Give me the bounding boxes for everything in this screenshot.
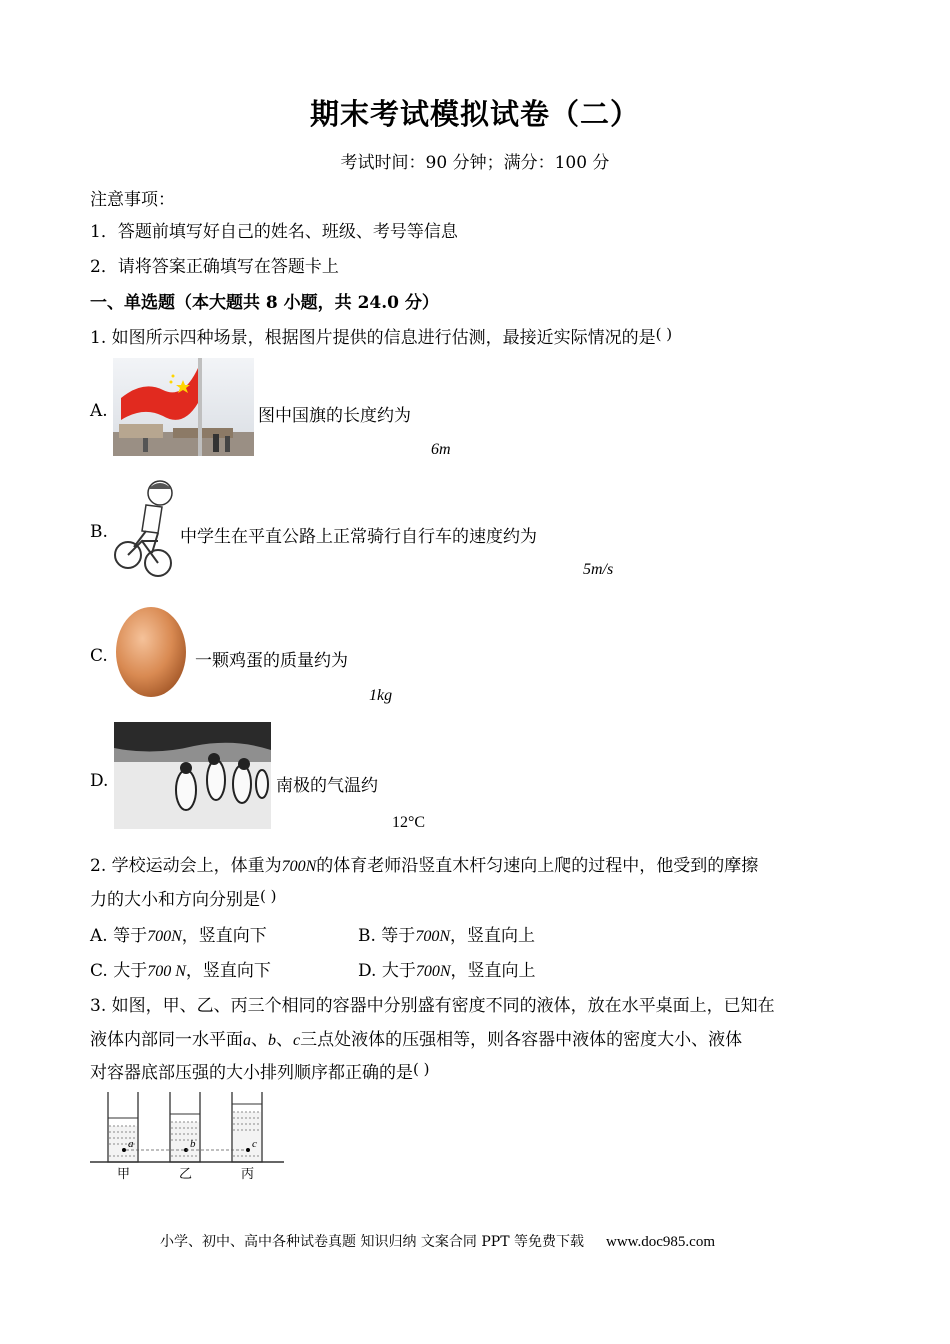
option-value: 700N: [415, 963, 451, 980]
question-stem-text: 对容器底部压强的大小排列顺序都正确的是: [90, 1063, 413, 1083]
containers-diagram: [90, 1090, 284, 1182]
exam-info: 考试时间：90 分钟；满分：100 分: [340, 153, 610, 173]
option-value: 700 N: [147, 963, 186, 980]
question-stem-text: 三点处液体的压强相等，则各容器中液体的密度大小、液体: [300, 1030, 743, 1050]
option-text: 南极的气温约: [276, 776, 378, 796]
point-b: b: [268, 1032, 276, 1049]
penguin-image: [114, 722, 271, 829]
cyclist-image: [112, 475, 176, 581]
option-text: ，竖直向上: [449, 926, 535, 946]
container-label: 甲: [117, 1167, 131, 1182]
option-label: A.: [90, 401, 108, 421]
container-yi: [170, 1092, 200, 1162]
footer-site-link[interactable]: www.doc985.com: [605, 1234, 715, 1250]
section-heading: 一、单选题（本大题共 8 小题，共 24.0 分）: [90, 293, 439, 313]
point-label: b: [190, 1138, 196, 1150]
container-label: 乙: [179, 1167, 193, 1182]
option-text: 中学生在平直公路上正常骑行自行车的速度约为: [180, 527, 537, 547]
point-label: a: [128, 1138, 134, 1150]
option-text: ，竖直向下: [181, 926, 267, 946]
flag-image: [113, 358, 254, 456]
option-label: B. 等于: [358, 926, 416, 946]
answer-bracket: ( ): [655, 325, 673, 343]
option-label: D.: [90, 771, 109, 791]
question-stem-text: 的体育老师沿竖直木杆匀速向上爬的过程中，他受到的摩擦: [316, 856, 759, 876]
question-stem-text: 1. 如图所示四种场景，根据图片提供的信息进行估测，最接近实际情况的是: [90, 328, 656, 348]
question-2-stem-cont: [90, 885, 276, 910]
container-jia: [108, 1092, 138, 1162]
cyclist-figure: [112, 475, 176, 581]
note-item: 2．请将答案正确填写在答题卡上: [90, 257, 339, 277]
flag-photo: [113, 358, 254, 456]
point-c: c: [293, 1032, 301, 1049]
point-a: a: [243, 1032, 251, 1049]
question-2-stem: [90, 851, 758, 876]
option-value: 1kg: [369, 687, 393, 704]
option-label: D. 大于: [358, 961, 416, 981]
option-text: ，竖直向上: [450, 961, 536, 981]
container-label: 丙: [241, 1167, 255, 1182]
containers-svg: [90, 1090, 284, 1182]
question-stem-text: 力的大小和方向分别是: [90, 890, 260, 910]
answer-bracket: ( ): [413, 1060, 430, 1078]
answer-bracket: ( ): [260, 887, 277, 905]
option-value: 700N: [415, 928, 450, 945]
egg-image: [114, 604, 188, 698]
option-b: [358, 921, 535, 946]
option-label: A. 等于: [90, 926, 148, 946]
question-stem-text: 液体内部同一水平面: [90, 1030, 243, 1050]
weight-value: 700N: [281, 858, 317, 875]
option-a: [90, 921, 267, 946]
option-value: 700N: [147, 928, 182, 945]
option-d: [358, 956, 536, 981]
question-3-stem: 3. 如图，甲、乙、丙三个相同的容器中分别盛有密度不同的液体，放在水平桌面上，已知在: [90, 996, 775, 1016]
option-text: 一颗鸡蛋的质量约为: [195, 651, 348, 671]
notes-heading: 注意事项：: [90, 190, 175, 210]
option-label: C.: [90, 646, 108, 666]
option-label: C. 大于: [90, 961, 148, 981]
separator: 、: [251, 1030, 268, 1050]
penguin-photo: [114, 722, 271, 829]
option-text: 图中国旗的长度约为: [258, 406, 411, 426]
option-value: 12°C: [392, 814, 426, 831]
page-title: 期末考试模拟试卷（二）: [309, 97, 640, 131]
question-stem-text: 2. 学校运动会上，体重为: [90, 856, 282, 876]
question-3-stem-end: [90, 1058, 429, 1083]
option-c: [90, 956, 271, 981]
option-value: 5m/s: [583, 561, 614, 578]
option-label: B.: [90, 522, 108, 542]
separator: 、: [276, 1030, 293, 1050]
egg-photo: [114, 604, 188, 698]
question-3-stem-cont: [90, 1025, 742, 1050]
note-item: 1．答题前填写好自己的姓名、班级、考号等信息: [90, 222, 458, 242]
footer-text: 小学、初中、高中各种试卷真题 知识归纳 文案合同 PPT 等免费下载: [160, 1234, 584, 1250]
question-1-stem: [90, 323, 672, 348]
point-label: c: [252, 1138, 257, 1150]
option-text: ，竖直向下: [185, 961, 271, 981]
container-bing: [232, 1092, 262, 1162]
option-value: 6m: [431, 441, 451, 458]
page-footer: [160, 1231, 715, 1251]
